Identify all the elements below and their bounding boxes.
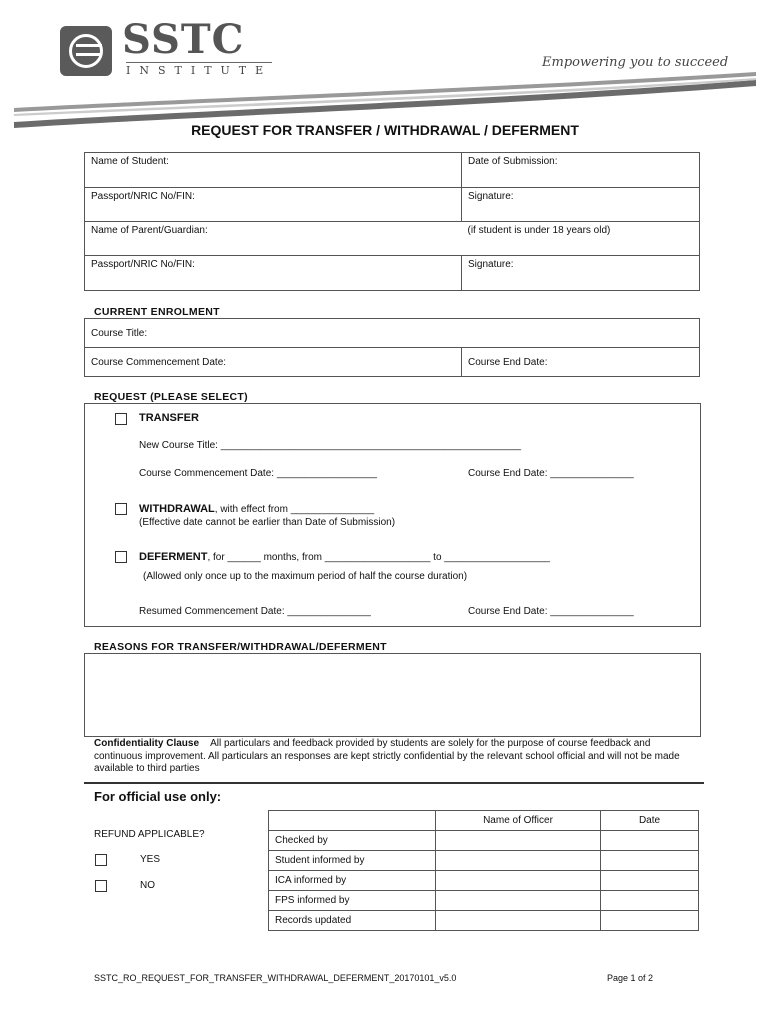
date-cell[interactable]	[601, 851, 699, 871]
resumed-end-field: Course End Date: _______________	[468, 606, 634, 617]
page-number: Page 1 of 2	[607, 973, 654, 983]
reasons-textarea[interactable]	[84, 653, 701, 737]
deferment-period-field: , for ______ months, from ___________________ to ___________________	[207, 552, 550, 563]
student-name-label: Name of Student:	[91, 156, 169, 167]
date-cell[interactable]	[601, 891, 699, 911]
officer-cell[interactable]	[436, 831, 601, 851]
document-id: SSTC_RO_REQUEST_FOR_TRANSFER_WITHDRAWAL_DEFERMENT_20170101_v5.0	[94, 973, 457, 983]
deferment-note: (Allowed only once up to the maximum period of half the course duration)	[143, 571, 468, 582]
logo-subtitle: INSTITUTE	[126, 64, 273, 77]
course-title-label: Course Title:	[91, 327, 148, 339]
form-title: REQUEST FOR TRANSFER / WITHDRAWAL / DEFERMENT	[191, 122, 579, 138]
official-row-label: Student informed by	[269, 851, 436, 871]
official-row-label: Checked by	[269, 831, 436, 851]
current-enrolment-table	[84, 318, 700, 377]
guardian-signature-label: Signature:	[468, 259, 514, 270]
guardian-passport-label: Passport/NRIC No/FIN:	[91, 259, 195, 270]
date-cell[interactable]	[601, 831, 699, 851]
new-course-commencement-field: Course Commencement Date: __________________	[139, 468, 377, 479]
current-enrolment-heading: CURRENT ENROLMENT	[94, 306, 220, 318]
withdrawal-note: (Effective date cannot be earlier than Date of Submission)	[139, 517, 396, 528]
official-header-blank	[269, 811, 436, 831]
withdrawal-line	[139, 503, 374, 515]
officer-cell[interactable]	[436, 911, 601, 931]
transfer-checkbox[interactable]	[115, 413, 127, 425]
withdrawal-checkbox[interactable]	[115, 503, 127, 515]
resumed-commencement-field: Resumed Commencement Date: _______________	[139, 606, 371, 617]
course-commencement-label: Course Commencement Date:	[91, 356, 227, 368]
refund-no-checkbox[interactable]	[95, 880, 107, 892]
confidentiality-text: All particulars and feedback provided by students are solely for the purpose of course feedback and continuous improvement. All particulars an responses are kept strictly confidential by the relevant school official and will not be made available to third parties	[94, 738, 680, 774]
deferment-label: DEFERMENT	[139, 551, 208, 563]
withdrawal-label: WITHDRAWAL	[139, 503, 215, 515]
column-header-officer: Name of Officer	[436, 811, 601, 831]
reasons-heading: REASONS FOR TRANSFER/WITHDRAWAL/DEFERMENT	[94, 641, 387, 653]
guardian-name-label: Name of Parent/Guardian:	[91, 225, 208, 236]
student-signature-label: Signature:	[468, 191, 514, 202]
officer-cell[interactable]	[436, 851, 601, 871]
column-header-date: Date	[601, 811, 699, 831]
refund-yes-label: YES	[140, 854, 161, 865]
official-row-label: Records updated	[269, 911, 436, 931]
confidentiality-label: Confidentiality Clause	[94, 738, 200, 749]
refund-question-label: REFUND APPLICABLE?	[94, 829, 205, 840]
withdrawal-effective-field: , with effect from _______________	[214, 504, 375, 515]
official-row-label: FPS informed by	[269, 891, 436, 911]
officer-cell[interactable]	[436, 891, 601, 911]
refund-no-label: NO	[140, 880, 155, 891]
date-cell[interactable]	[601, 911, 699, 931]
deferment-checkbox[interactable]	[115, 551, 127, 563]
confidentiality-clause	[94, 738, 686, 776]
refund-yes-checkbox[interactable]	[95, 854, 107, 866]
student-passport-label: Passport/NRIC No/FIN:	[91, 191, 195, 202]
transfer-label: TRANSFER	[139, 412, 199, 424]
section-divider	[84, 782, 704, 784]
tagline: Empowering you to succeed	[542, 55, 729, 70]
new-course-end-field: Course End Date: _______________	[468, 468, 634, 479]
date-cell[interactable]	[601, 871, 699, 891]
guardian-age-note: (if student is under 18 years old)	[467, 225, 611, 236]
request-heading: REQUEST (PLEASE SELECT)	[94, 391, 248, 403]
officer-cell[interactable]	[436, 871, 601, 891]
official-row-label: ICA informed by	[269, 871, 436, 891]
logo-text: SSTC	[122, 16, 245, 63]
student-info-table	[84, 152, 700, 291]
new-course-title-field: New Course Title: ______________________________________________________	[139, 440, 522, 451]
official-use-table	[268, 810, 699, 931]
course-end-label: Course End Date:	[468, 356, 548, 368]
deferment-line	[139, 551, 550, 563]
official-use-heading: For official use only:	[94, 789, 222, 804]
request-box	[84, 403, 701, 627]
submission-date-label: Date of Submission:	[468, 156, 558, 167]
logo-mark	[60, 26, 112, 76]
